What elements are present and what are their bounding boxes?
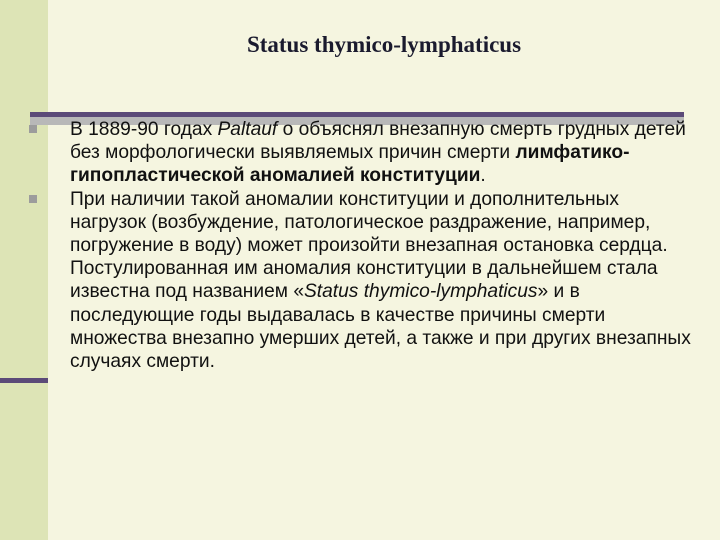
- bullet-1-author: Paltauf: [217, 119, 278, 140]
- bullet-item-2: [24, 188, 694, 374]
- bullet-item-1: [24, 118, 694, 188]
- slide-title: Status thymico-lymphaticus: [246, 32, 522, 57]
- bullet-1-text-mid: о объяснял внезапную смерть грудных детей без морфологически выявляемых причин смерти: [70, 119, 686, 164]
- bullet-2-text-end: » и в последующие годы выдавалась в качестве причины смерти множества внезапно умерших детей, а также и при других внезапных случаях смерти.: [70, 281, 691, 373]
- bullet-2-text-start: При наличии такой аномалии конституции и дополнительных нагрузок (возбуждение, патологическое раздражение, например, погружение в воду) может произойти внезапная остановка сердца. Постулированная им аномалия конституции в дальнейшем стала известна под названием «: [70, 188, 668, 303]
- bullet-list: [24, 118, 694, 373]
- bullet-1-text-end: .: [480, 165, 486, 187]
- square-bullet-icon: [29, 195, 37, 203]
- square-bullet-icon: [29, 125, 37, 133]
- bullet-1-text-start: В 1889-90 годах: [70, 119, 218, 140]
- bullet-1-term: лимфатико-гипопластической аномалией конституции: [70, 142, 630, 187]
- left-accent-bar: [0, 378, 48, 383]
- bullet-2-term: Status thymico-lymphaticus: [304, 281, 538, 303]
